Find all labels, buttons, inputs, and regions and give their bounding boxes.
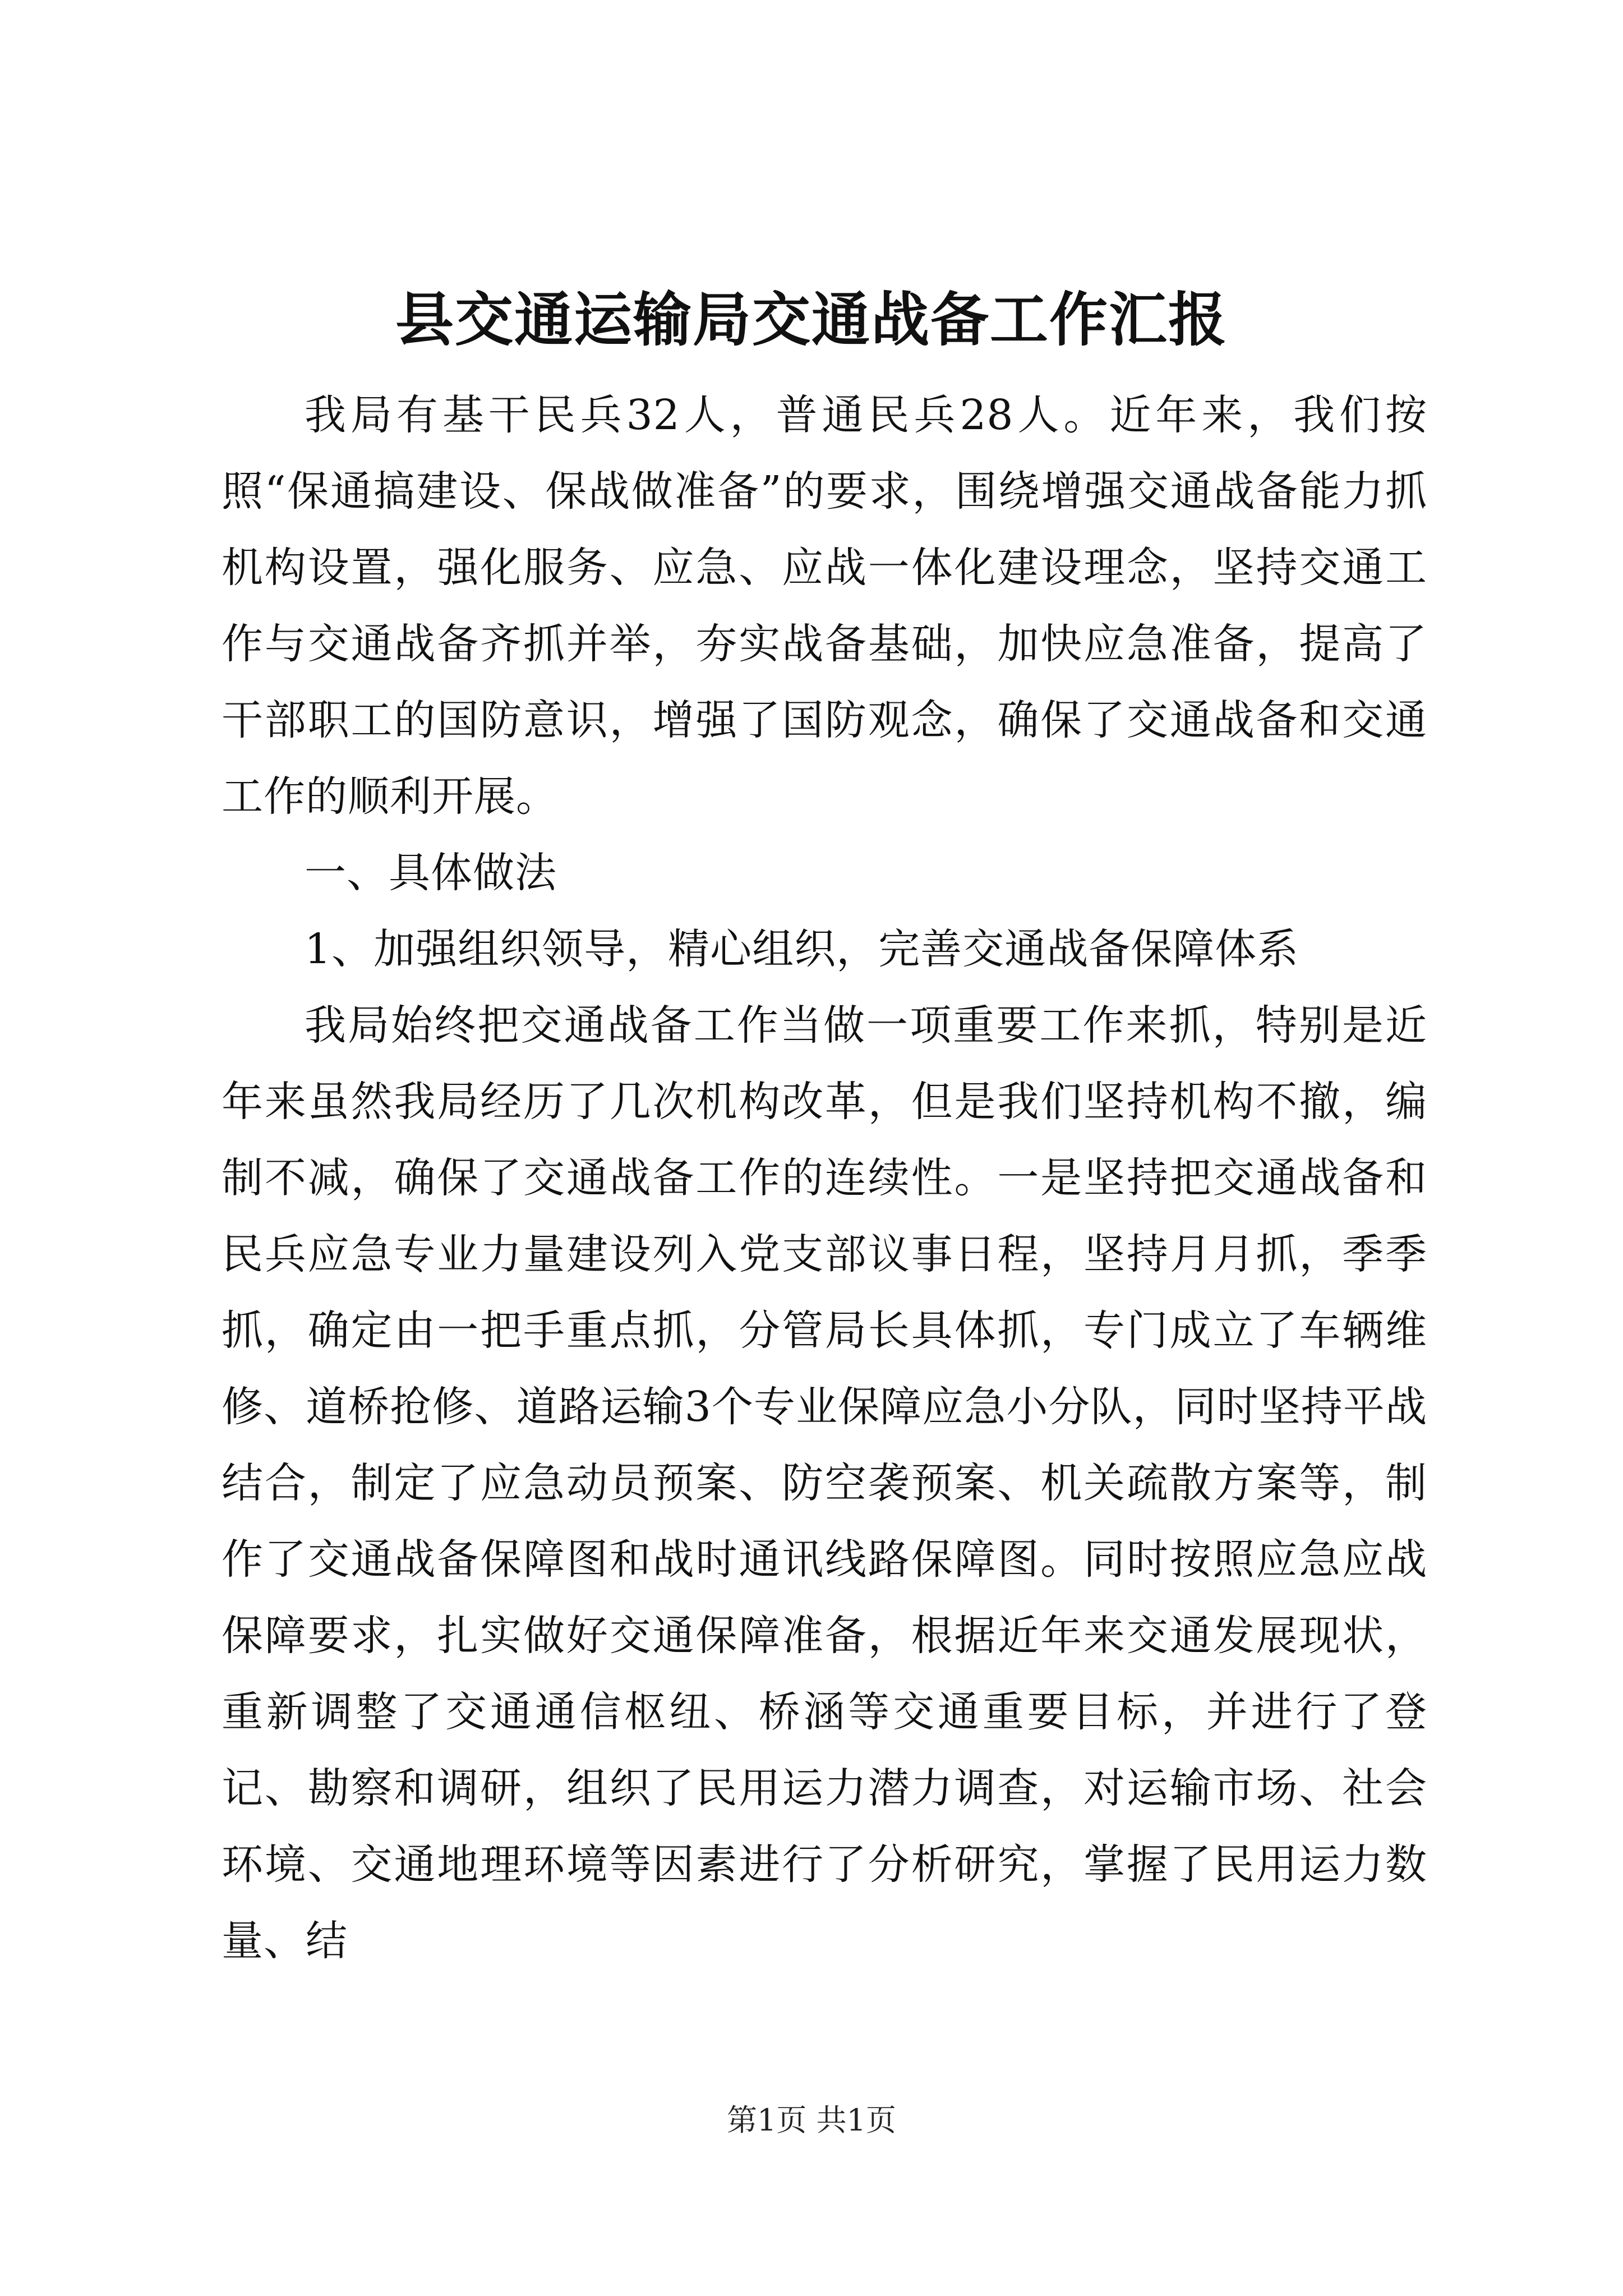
- paragraph-details: 我局始终把交通战备工作当做一项重要工作来抓，特别是近年来虽然我局经历了几次机构改革，但是我们坚持机构不撤，编制不减，确保了交通战备工作的连续性。一是坚持把交通战备和民兵应急专业力量建设列入党支部议事日程，坚持月月抓，季季抓，确定由一把手重点抓，分管局长具体抓，专门成立了车辆维修、道桥抢修、道路运输3个专业保障应急小分队，同时坚持平战结合，制定了应急动员预案、防空袭预案、机关疏散方案等，制作了交通战备保障图和战时通讯线路保障图。同时按照应急应战保障要求，扎实做好交通保障准备，根据近年来交通发展现状，重新调整了交通通信枢纽、桥涵等交通重要目标，并进行了登记、勘察和调研，组织了民用运力潜力调查，对运输市场、社会环境、交通地理环境等因素进行了分析研究，掌握了民用运力数量、结: [222, 1001, 1427, 1965]
- document-title: 县交通运输局交通战备工作汇报: [395, 285, 1228, 354]
- paragraph-intro: 我局有基干民兵32人，普通民兵28人。近年来，我们按照“保通搞建设、保战做准备”的要求，围绕增强交通战备能力抓机构设置，强化服务、应急、应战一体化建设理念，坚持交通工作与交通战备齐抓并举，夯实战备基础，加快应急准备，提高了干部职工的国防意识，增强了国防观念，确保了交通战备和交通工作的顺利开展。: [222, 391, 1427, 821]
- subsection-heading: 1、加强组织领导，精心组织，完善交通战备保障体系: [305, 925, 1299, 973]
- section-heading: 一、具体做法: [305, 849, 557, 897]
- page-number-footer: 第1页 共1页: [727, 2102, 896, 2138]
- document-body: [222, 377, 1427, 1979]
